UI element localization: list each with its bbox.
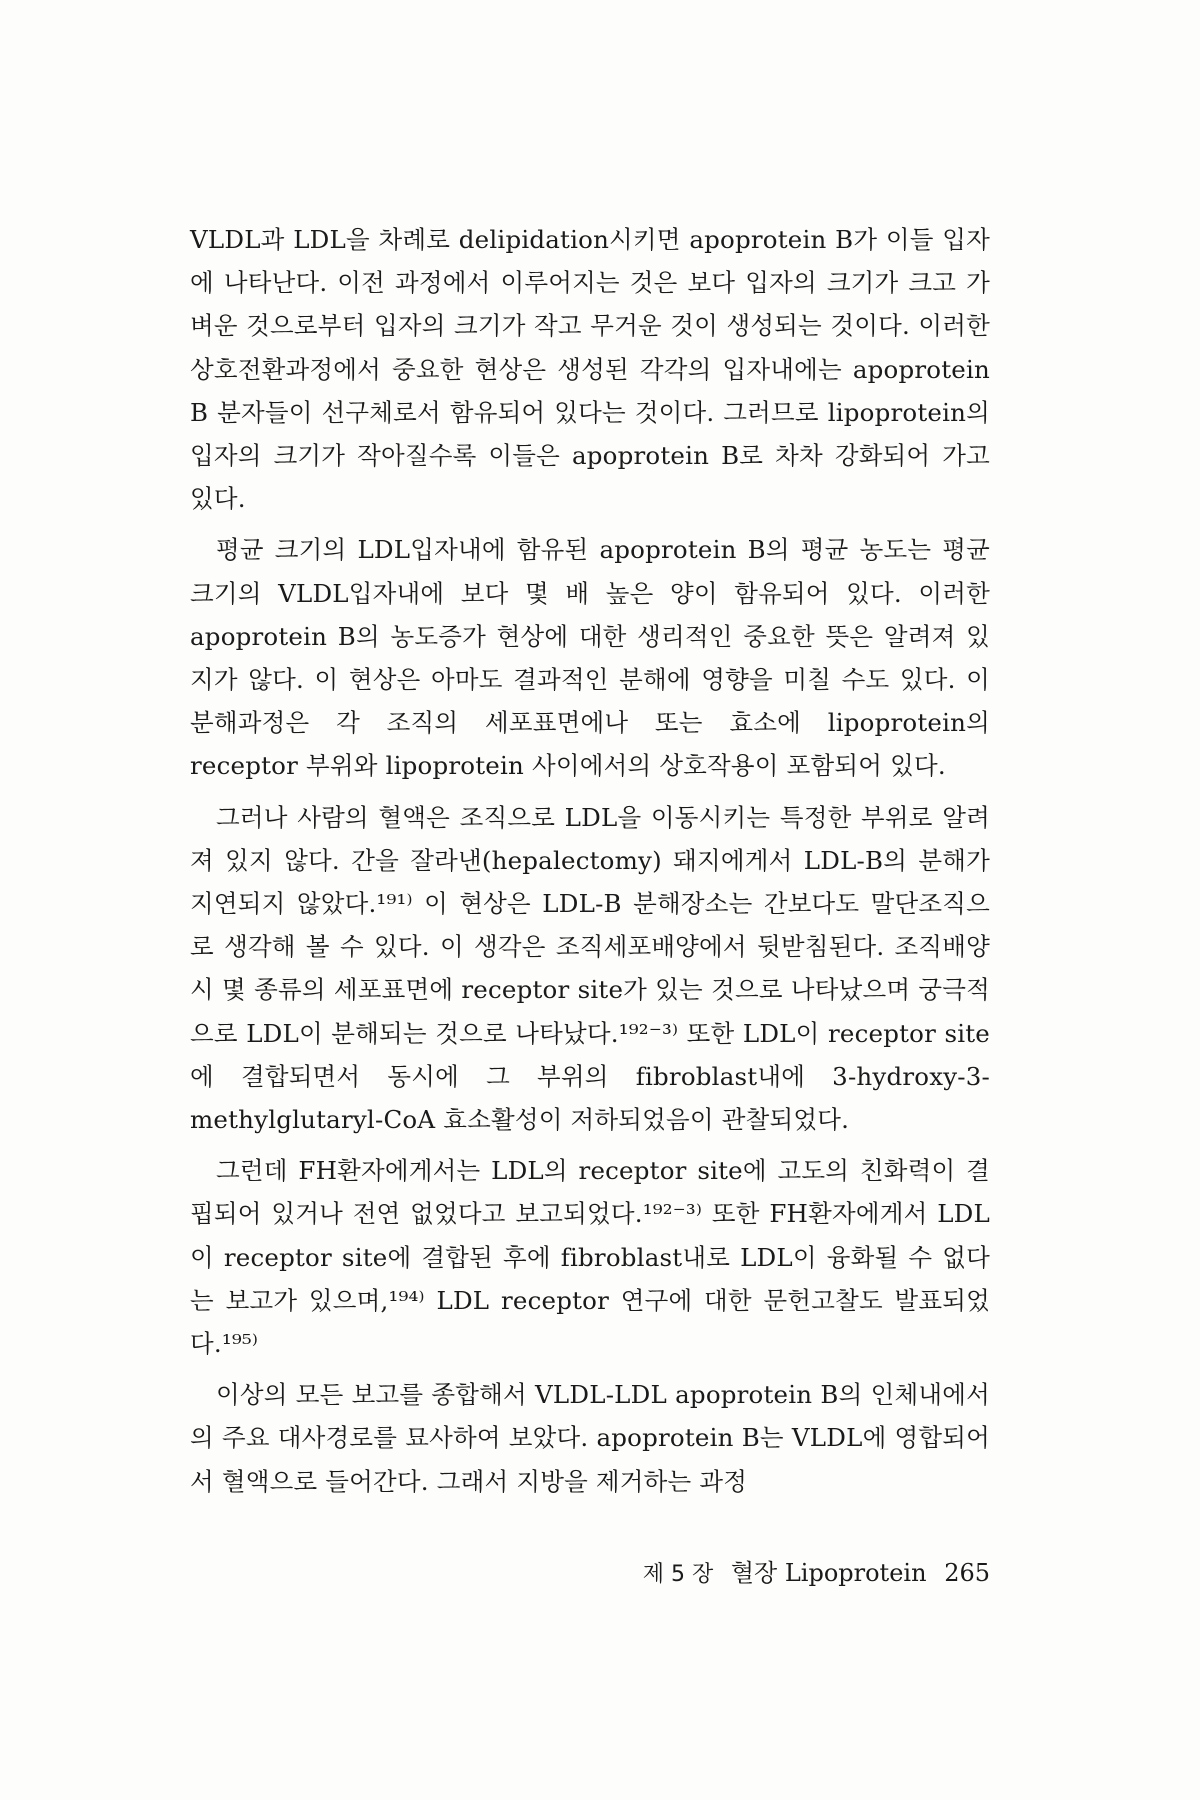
paragraph-3: 그러나 사람의 혈액은 조직으로 LDL을 이동시키는 특정한 부위로 알려져 있지 않다. 간을 잘라낸(hepalectomy) 돼지에게서 LDL-B의 분해가 지연되지 않았다.¹⁹¹⁾ 이 현상은 LDL-B 분해장소는 간보다도 말단조직으로 생각해 볼 수 있다. 이 생각은 조직세포배양에서 뒷받침된다. 조직배양시 몇 종류의 세포표면에 receptor site가 있는 것으로 나타났으며 궁극적으로 LDL이 분해되는 것으로 나타났다.¹⁹²⁻³⁾ 또한 LDL이 receptor site에 결합되면서 동시에 그 부위의 fibroblast내에 3-hydroxy-3-methylglutaryl-CoA 효소활성이 저하되었음이 관찰되었다. [190,802,990,1135]
section-title: 혈장 Lipoprotein [730,1559,927,1587]
page-number: 265 [944,1559,990,1587]
body-text [190,218,990,1511]
chapter-label: 제 5 장 [642,1562,714,1587]
page-footer [620,1553,990,1588]
paragraph-5: 이상의 모든 보고를 종합해서 VLDL-LDL apoprotein B의 인체내에서의 주요 대사경로를 묘사하여 보았다. apoprotein B는 VLDL에 영합되어서 혈액으로 들어간다. 그래서 지방을 제거하는 과정 [190,1380,990,1496]
paragraph-1: VLDL과 LDL을 차례로 delipidation시키면 apoprotein B가 이들 입자에 나타난다. 이전 과정에서 이루어지는 것은 보다 입자의 크기가 크고 가벼운 것으로부터 입자의 크기가 작고 무거운 것이 생성되는 것이다. 이러한 상호전환과정에서 중요한 현상은 생성된 각각의 입자내에는 apoprotein B 분자들이 선구체로서 함유되어 있다는 것이다. 그러므로 lipoprotein의 입자의 크기가 작아질수록 이들은 apoprotein B로 차차 강화되어 가고 있다. [190,225,990,514]
paragraph-2: 평균 크기의 LDL입자내에 함유된 apoprotein B의 평균 농도는 평균 크기의 VLDL입자내에 보다 몇 배 높은 양이 함유되어 있다. 이러한 apoprotein B의 농도증가 현상에 대한 생리적인 중요한 뜻은 알려져 있지가 않다. 이 현상은 아마도 결과적인 분해에 영향을 미칠 수도 있다. 이 분해과정은 각 조직의 세포표면에나 또는 효소에 lipoprotein의 receptor 부위와 lipoprotein 사이에서의 상호작용이 포함되어 있다. [190,535,990,781]
paragraph-4: 그런데 FH환자에게서는 LDL의 receptor site에 고도의 친화력이 결핍되어 있거나 전연 없었다고 보고되었다.¹⁹²⁻³⁾ 또한 FH환자에게서 LDL이 receptor site에 결합된 후에 fibroblast내로 LDL이 융화될 수 없다는 보고가 있으며,¹⁹⁴⁾ LDL receptor 연구에 대한 문헌고찰도 발표되었다.¹⁹⁵⁾ [190,1156,990,1359]
